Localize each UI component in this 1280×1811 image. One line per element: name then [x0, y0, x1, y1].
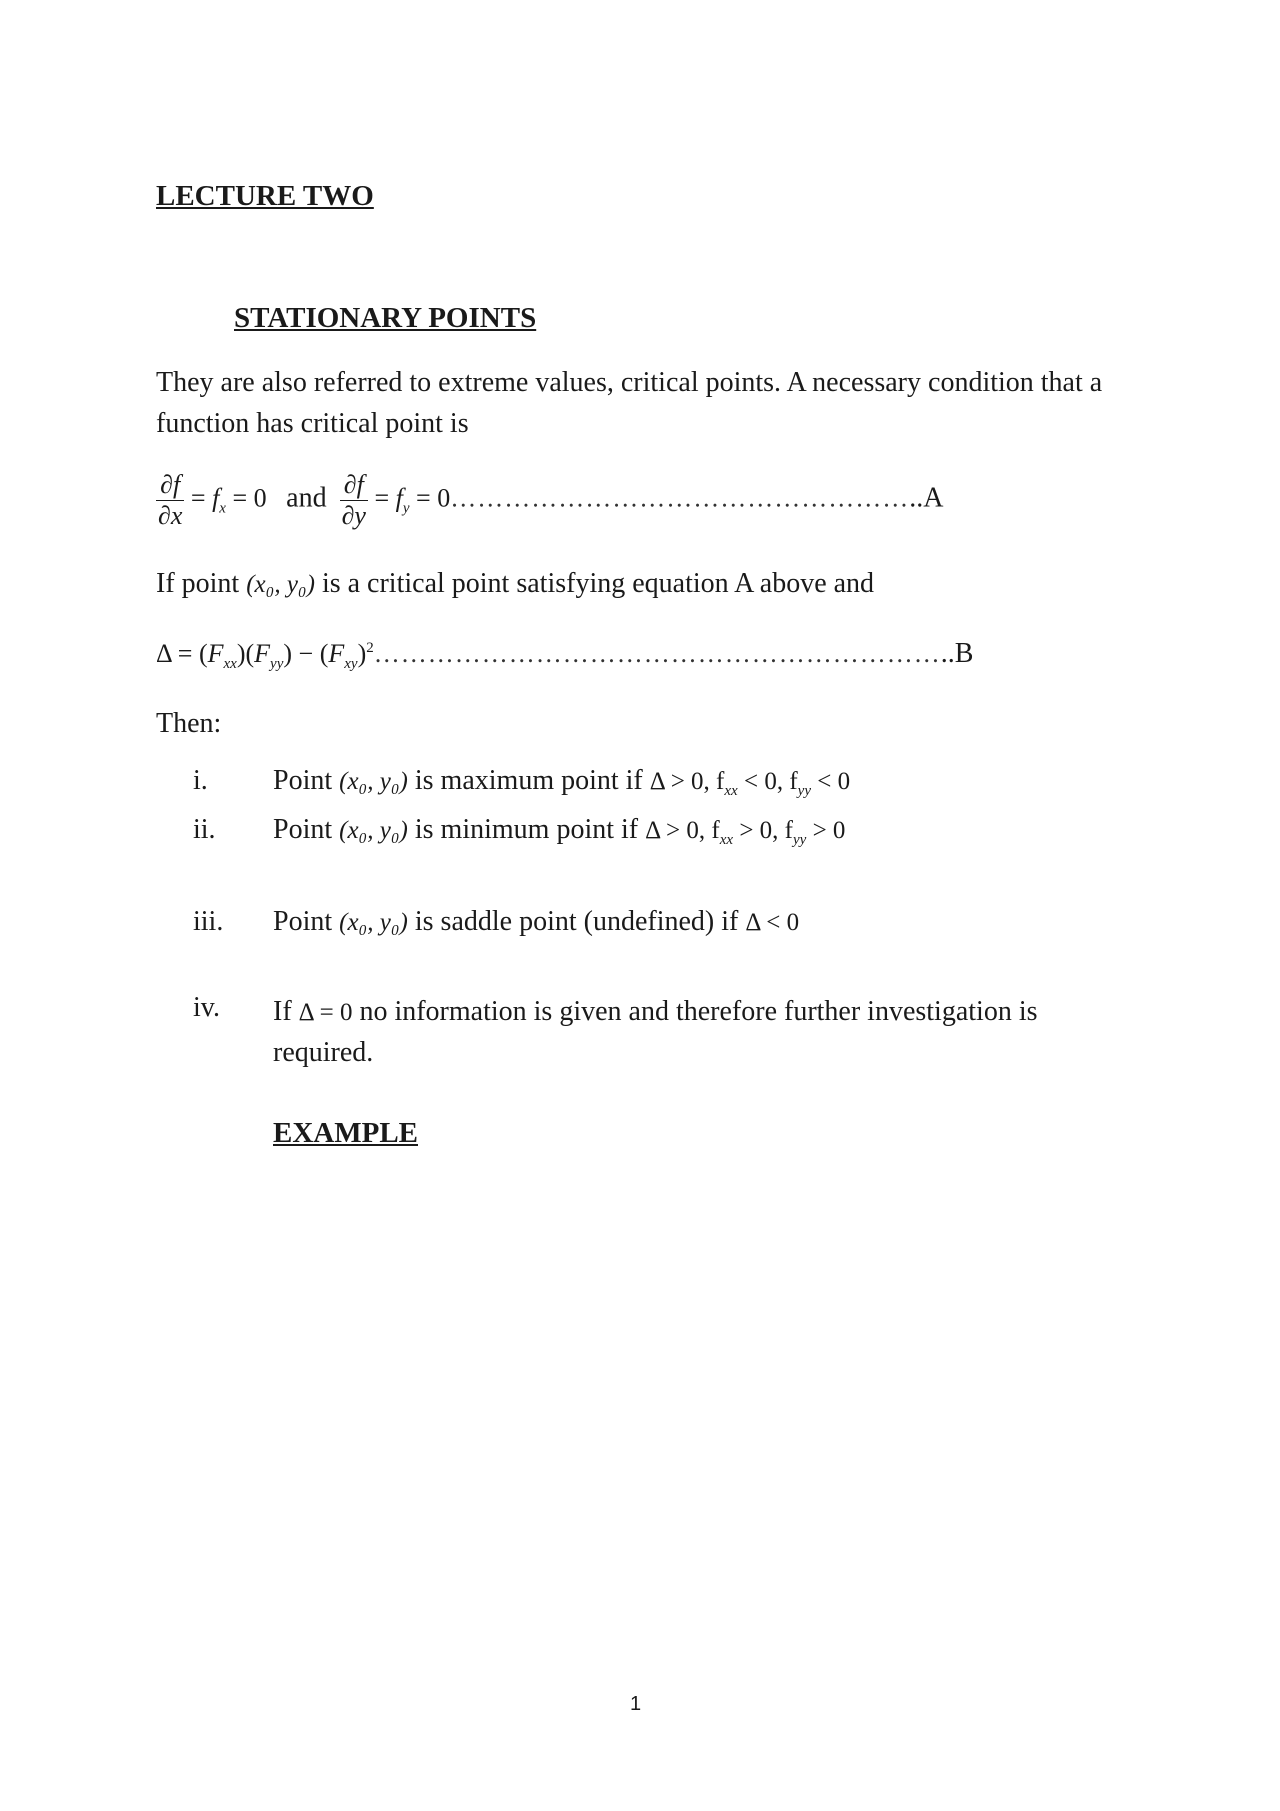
condition-math: Δ < 0	[745, 909, 800, 936]
point-x0-y0: (x₀, y₀)	[339, 909, 408, 936]
condition-math: > 0, f	[733, 817, 793, 844]
section-title: STATIONARY POINTS	[234, 302, 537, 334]
intro-paragraph: They are also referred to extreme values, critical points. A necessary condition that a function has critical point is	[156, 367, 1103, 439]
leader-dots: ………………………………………………………	[373, 639, 941, 668]
F-symbol: F	[254, 639, 271, 668]
condition-math: < 0	[810, 768, 851, 795]
paren-mid: )(	[236, 639, 255, 668]
statement-suffix: is a critical point satisfying equation A above and	[314, 568, 875, 599]
equation-b	[156, 638, 973, 673]
partial-f-x-fraction	[156, 470, 184, 531]
delta-lhs: Δ = (	[156, 639, 208, 668]
condition-math: > 0	[806, 817, 846, 844]
leader-dots: ……………………………………………	[450, 483, 910, 513]
equals-zero: = 0	[225, 483, 267, 513]
fraction-denominator: ∂x	[158, 501, 183, 530]
condition-number: iv.	[193, 992, 220, 1023]
fraction-numerator: ∂f	[156, 470, 184, 501]
equals-zero: = 0	[409, 483, 451, 513]
point-x0-y0: (x₀, y₀)	[246, 571, 315, 598]
condition-math: Δ > 0, f	[649, 768, 725, 795]
subscript-xx: xx	[223, 656, 237, 672]
condition-text: Point	[273, 814, 340, 845]
condition-text: is minimum point if	[407, 814, 646, 845]
minus-paren: − (	[292, 639, 329, 668]
partial-f-y-fraction	[340, 470, 368, 531]
example-heading: EXAMPLE	[273, 1117, 418, 1149]
fraction-numerator: ∂f	[340, 470, 368, 501]
condition-saddle	[273, 906, 799, 938]
f-symbol: f	[395, 483, 403, 513]
condition-text: Point	[273, 906, 340, 937]
equation-label-b: ..B	[940, 638, 974, 669]
subscript-yy: yy	[270, 656, 284, 672]
subscript-x: x	[219, 500, 226, 517]
condition-text: is maximum point if	[407, 765, 650, 796]
condition-no-information	[273, 992, 1123, 1073]
condition-text: is saddle point (undefined) if	[407, 906, 746, 937]
condition-math: Δ = 0	[298, 999, 353, 1026]
equation-label-a: ..A	[909, 482, 944, 514]
condition-text: Point	[273, 765, 340, 796]
subscript-yy: yy	[793, 832, 807, 848]
F-symbol: F	[328, 639, 345, 668]
subscript-xy: xy	[344, 656, 358, 672]
condition-math: < 0, f	[737, 768, 798, 795]
point-x0-y0: (x₀, y₀)	[339, 817, 408, 844]
paren-close: )	[283, 639, 293, 668]
point-x0-y0: (x₀, y₀)	[339, 768, 408, 795]
statement-prefix: If point	[156, 568, 247, 599]
critical-point-statement	[156, 568, 874, 600]
paren-close: )	[357, 639, 367, 668]
condition-text: no information is given and therefore further investigation is required.	[273, 996, 1038, 1068]
lecture-title: LECTURE TWO	[156, 180, 374, 212]
subscript-y: y	[402, 500, 410, 517]
condition-math: Δ > 0, f	[645, 817, 720, 844]
page-number: 1	[630, 1693, 642, 1715]
equation-a	[156, 470, 943, 531]
condition-maximum	[273, 765, 850, 800]
subscript-xx: xx	[724, 783, 738, 799]
condition-text: If	[273, 996, 299, 1027]
condition-number: i.	[193, 765, 208, 796]
condition-number: iii.	[193, 906, 224, 937]
subscript-xx: xx	[719, 832, 734, 848]
condition-minimum	[273, 814, 845, 849]
and-word: and	[286, 482, 327, 514]
subscript-yy: yy	[797, 783, 811, 799]
then-label: Then:	[156, 708, 222, 739]
equals-sign: =	[190, 483, 213, 513]
superscript-2: 2	[366, 640, 374, 656]
fraction-denominator: ∂y	[341, 501, 366, 530]
equals-sign: =	[374, 483, 396, 513]
condition-number: ii.	[193, 814, 216, 845]
f-symbol: f	[212, 483, 220, 513]
F-symbol: F	[207, 639, 224, 668]
